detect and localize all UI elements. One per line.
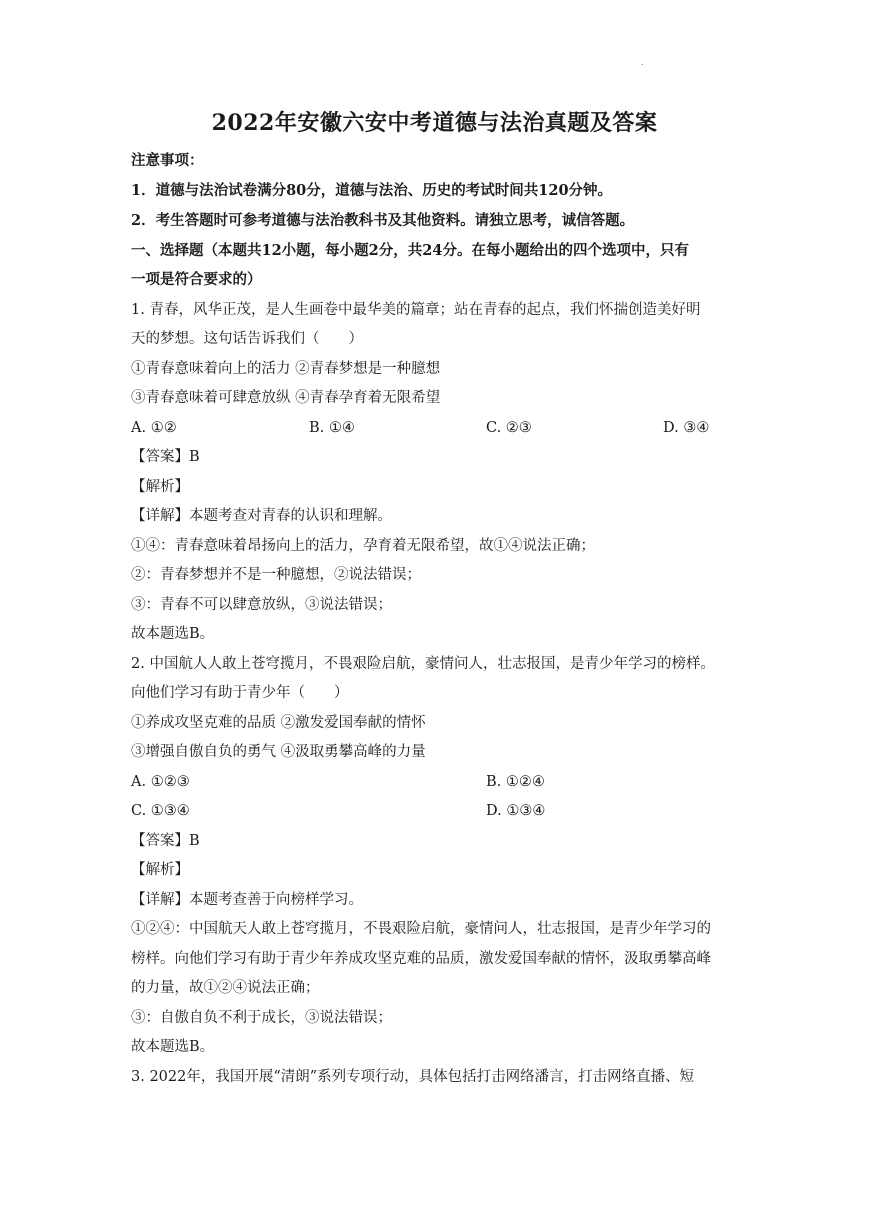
q1-analysis-label: 【解析】 [131,479,189,495]
q2-stem-line1: 2. 中国航人人敢上苍穹揽月，不畏艰险启航，豪情问人，壮志报国，是青少年学习的榜样。 [131,656,715,672]
q1-items-line1: ①青春意味着向上的活力 ②青春梦想是一种臆想 [131,361,441,377]
q2-analysis-label: 【解析】 [131,862,189,878]
q1-stem-line2: 天的梦想。这句话告诉我们（ ） [131,331,363,347]
section-heading-line1: 一、选择题（本题共12小题，每小题2分，共24分。在每小题给出的四个选项中，只有 [131,242,689,259]
q2-detail: 【详解】本题考查善于向榜样学习。 [131,892,363,908]
q1-option-d: D. ③④ [663,420,710,436]
q1-answer: 【答案】B [131,449,200,465]
q1-option-a: A. ①② [131,420,177,436]
q1-detail: 【详解】本题考查对青春的认识和理解。 [131,508,392,524]
q1-stem-line1: 1. 青春，风华正茂，是人生画卷中最华美的篇章；站在青春的起点，我们怀揣创造美好明 [131,302,701,318]
q1-items-line2: ③青春意味着可肆意放纵 ④青春孕育着无限希望 [131,390,441,406]
q2-explanation-3: 的力量，故①②④说法正确； [131,980,320,996]
q1-conclusion: 故本题选B。 [131,626,215,642]
notes-item-2: 2．考生答题时可参考道德与法治教科书及其他资料。请独立思考，诚信答题。 [131,212,635,229]
q3-stem-line1: 3. 2022年，我国开展“清朗”系列专项行动，具体包括打击网络潘言，打击网络直播、短 [131,1069,695,1085]
q2-explanation-2: 榜样。向他们学习有助于青少年养成攻坚克难的品质，激发爱国奉献的情怀，汲取勇攀高峰 [131,951,711,967]
q2-items-line1: ①养成攻坚克难的品质 ②激发爱国奉献的情怀 [131,715,426,731]
q2-explanation-1: ①②④：中国航天人敢上苍穹揽月，不畏艰险启航，豪情问人，壮志报国，是青少年学习的 [131,921,711,937]
q2-conclusion: 故本题选B。 [131,1039,215,1055]
q2-answer: 【答案】B [131,833,200,849]
q2-option-d: D. ①③④ [486,803,546,819]
q1-explanation-1: ①④：青春意味着昂扬向上的活力，孕育着无限希望，故①④说法正确； [131,538,595,554]
q2-option-b: B. ①②④ [486,774,545,790]
q2-explanation-4: ③：自傲自负不利于成长，③说法错误； [131,1010,392,1026]
notes-heading: 注意事项： [131,152,204,169]
q1-explanation-3: ③：青春不可以肆意放纵，③说法错误； [131,597,392,613]
q1-option-c: C. ②③ [486,420,532,436]
q1-option-b: B. ①④ [309,420,355,436]
q2-option-a: A. ①②③ [131,774,190,790]
q2-option-c: C. ①③④ [131,803,190,819]
page-title: 2022年安徽六安中考道德与法治真题及答案 [211,110,658,136]
q1-explanation-2: ②：青春梦想并不是一种臆想，②说法错误； [131,567,421,583]
section-heading-line2: 一项是符合要求的） [131,271,262,288]
q2-stem-line2: 向他们学习有助于青少年（ ） [131,685,349,701]
q2-items-line2: ③增强自傲自负的勇气 ④汲取勇攀高峰的力量 [131,744,426,760]
corner-dot: . [641,58,644,67]
notes-item-1: 1．道德与法治试卷满分80分，道德与法治、历史的考试时间共120分钟。 [131,182,613,199]
